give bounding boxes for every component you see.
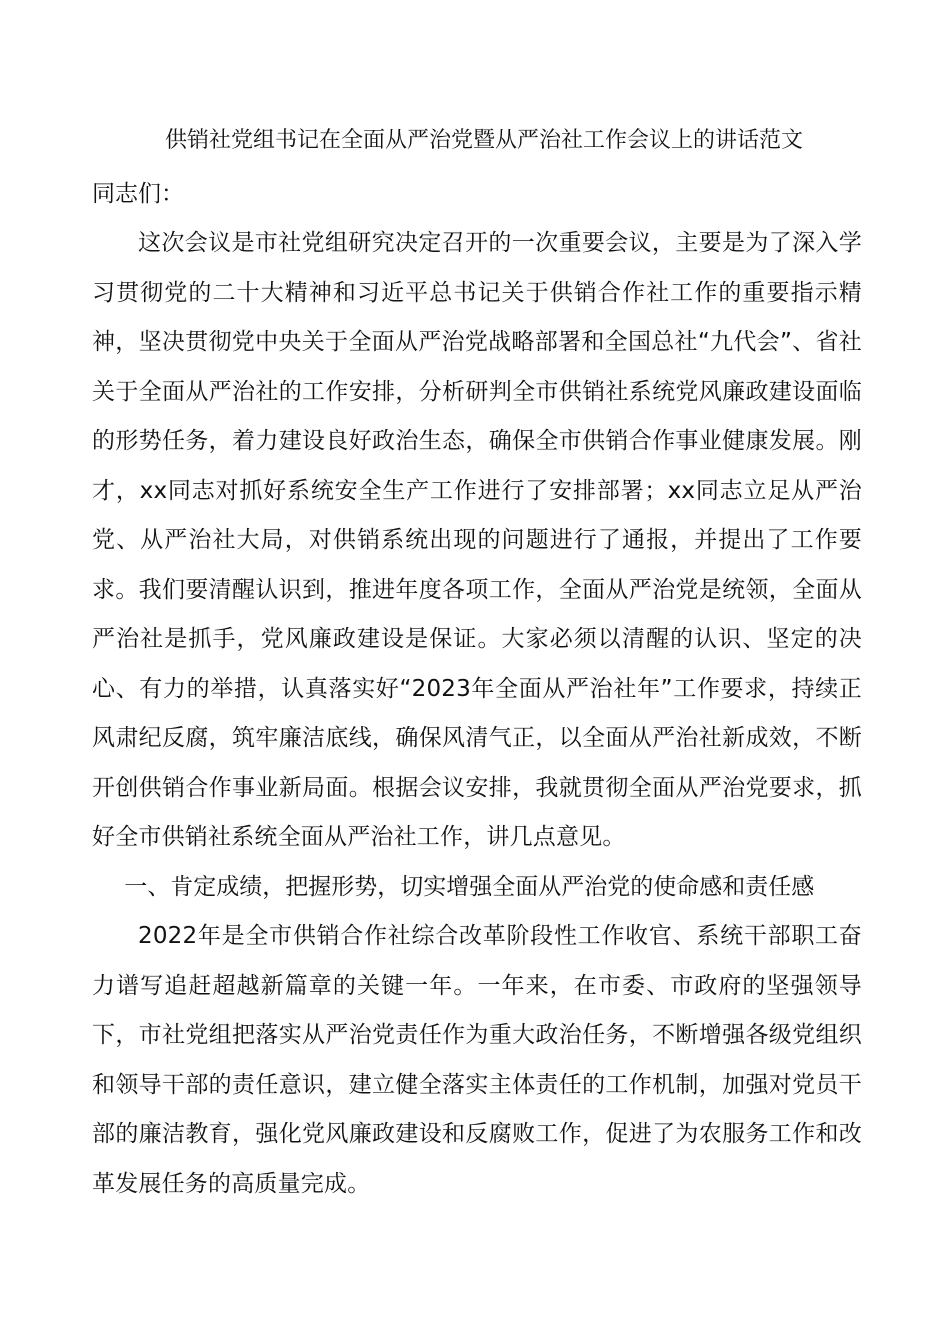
section-1-paragraph: 2022年是全市供销合作社综合改革阶段性工作收官、系统干部职工奋力谱写追赶超越新篇章的关键一年。一年来，在市委、市政府的坚强领导下，市社党组把落实从严治党责任作为重大政治任务，不断增强各级党组织和领导干部的责任意识，建立健全落实主体责任的工作机制，加强对党员干部的廉洁教育，强化党风廉政建设和反腐败工作，促进了为农服务工作和改革发展任务的高质量完成。 bbox=[92, 923, 862, 1197]
opening-paragraph: 这次会议是市社党组研究决定召开的一次重要会议，主要是为了深入学习贯彻党的二十大精神和习近平总书记关于供销合作社工作的重要指示精神，坚决贯彻党中央关于全面从严治党战略部署和全国总社“九代会”、省社关于全面从严治社的工作安排，分析研判全市供销社系统党风廉政建设面临的形势任务，着力建设良好政治生态，确保全市供销合作事业健康发展。刚才，xx同志对抓好系统安全生产工作进行了安排部署；xx同志立足从严治党、从严治社大局，对供销系统出现的问题进行了通报，并提出了工作要求。我们要清醒认识到，推进年度各项工作，全面从严治党是统领，全面从严治社是抓手，党风廉政建设是保证。大家必须以清醒的认识、坚定的决心、有力的举措，认真落实好“2023年全面从严治社年”工作要求，持续正风肃纪反腐，筑牢廉洁底线，确保风清气正，以全面从严治社新成效，不断开创供销合作事业新局面。根据会议安排，我就贯彻全面从严治党要求，抓好全市供销社系统全面从严治社工作，讲几点意见。 bbox=[92, 230, 862, 850]
salutation: 同志们： bbox=[92, 181, 184, 207]
section-heading-1: 一、肯定成绩，把握形势，切实增强全面从严治党的使命感和责任感 bbox=[124, 873, 815, 900]
document-title: 供销社党组书记在全面从严治党暨从严治社工作会议上的讲话范文 bbox=[164, 128, 803, 153]
document-body bbox=[92, 121, 862, 1209]
